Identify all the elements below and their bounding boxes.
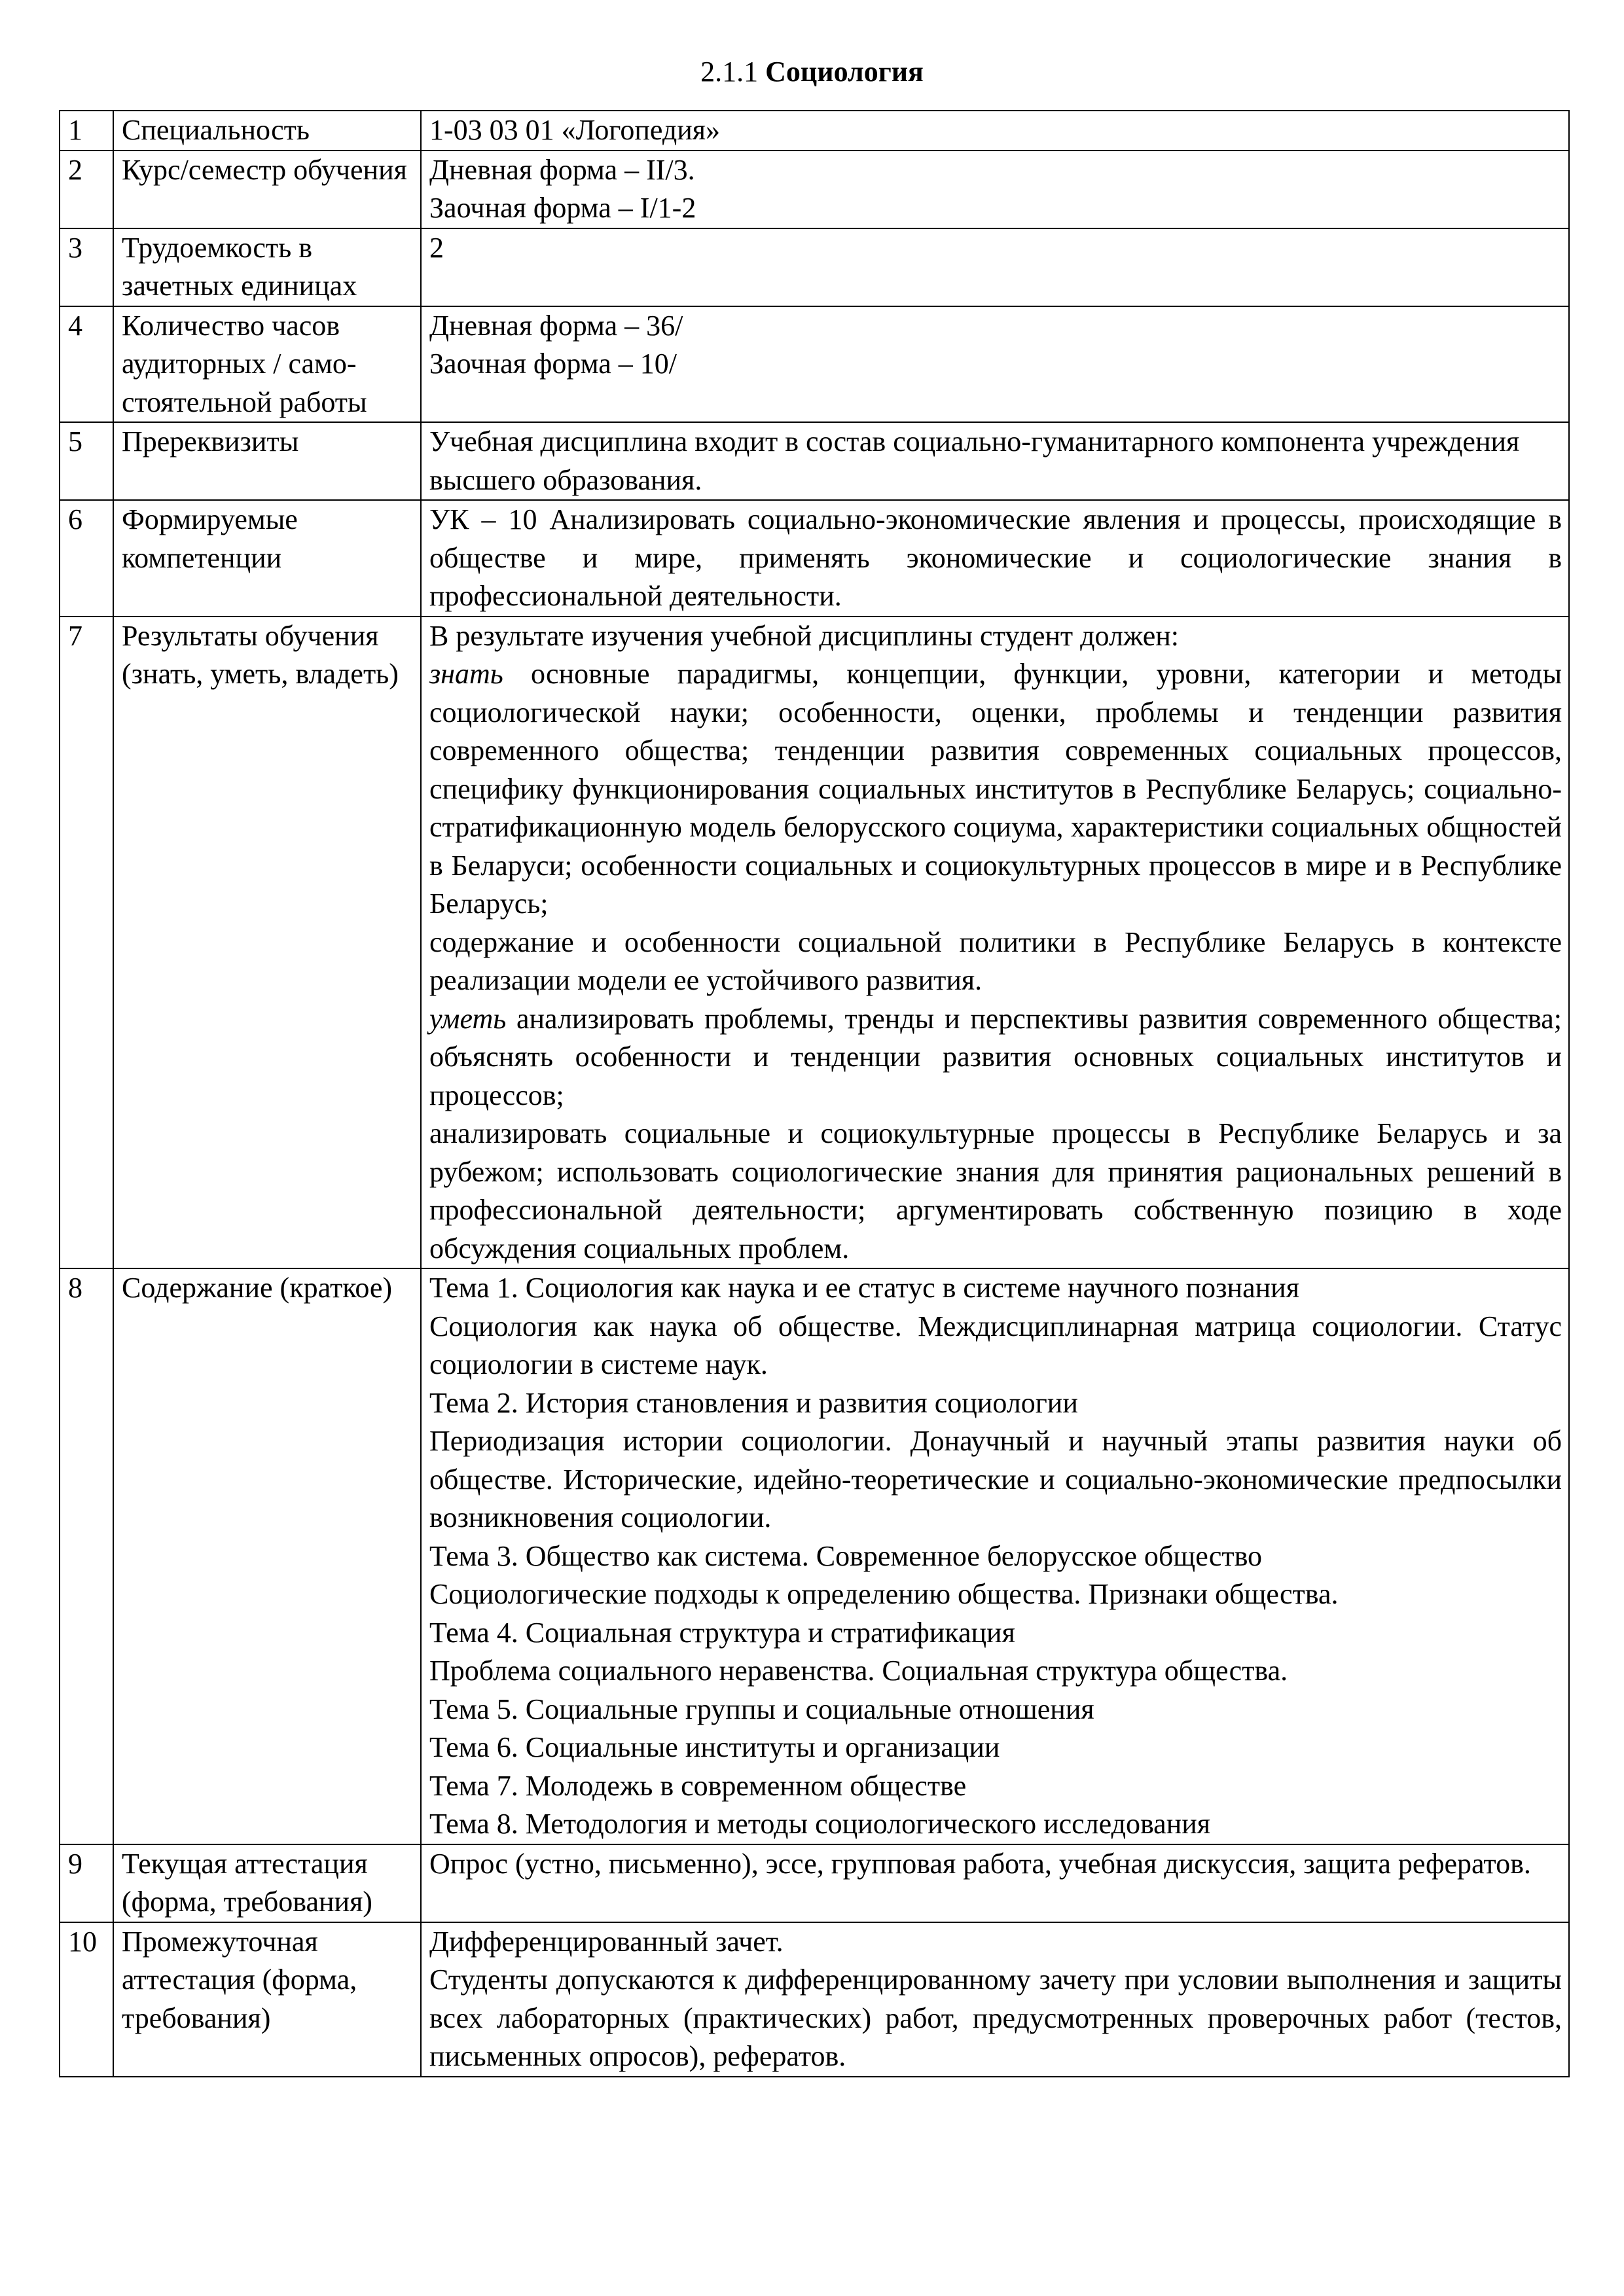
row-label: Содержание (краткое) (113, 1268, 421, 1844)
row-value (421, 617, 1569, 1269)
row-number: 5 (60, 422, 113, 500)
row-value (421, 151, 1569, 228)
value-line: Учебная дисциплина входит в состав социально-гуманитарного компонента учреждения высшего образования. (429, 425, 1520, 496)
row-number: 4 (60, 306, 113, 423)
table-row (60, 228, 1569, 306)
value-line: Заочная форма – I/1-2 (429, 192, 696, 224)
row-label: Курс/семестр обучения (113, 151, 421, 228)
topic-title: Тема 3. Общество как система. Современное белорусское общество (429, 1539, 1263, 1572)
table-row (60, 617, 1569, 1269)
row-label: Текущая аттестация (форма, требования) (113, 1844, 421, 1922)
topic-title: Тема 1. Социология как наука и ее статус в системе научного познания (429, 1272, 1299, 1304)
value-line: Заочная форма – 10/ (429, 348, 677, 380)
row-label: Пререквизиты (113, 422, 421, 500)
able-paragraph (429, 1000, 1562, 1115)
row-value (421, 1922, 1569, 2077)
page-title (0, 54, 1624, 90)
row-value (421, 1844, 1569, 1922)
row-number: 8 (60, 1268, 113, 1844)
row-label: Трудоемкость в зачетных единицах (113, 228, 421, 306)
topic-title: Тема 2. История становления и развития социологии (429, 1386, 1078, 1419)
table-row (60, 1268, 1569, 1844)
topic-description: Социология как наука об обществе. Междисциплинарная матрица социологии. Статус социологии в системе наук. (429, 1310, 1562, 1380)
topic-description: Проблема социального неравенства. Социальная структура общества. (429, 1655, 1288, 1687)
row-number: 7 (60, 617, 113, 1269)
row-number: 6 (60, 500, 113, 617)
table-row (60, 1844, 1569, 1922)
topic-title: Тема 4. Социальная структура и стратификация (429, 1616, 1015, 1649)
topic-title: Тема 6. Социальные институты и организации (429, 1731, 1000, 1763)
row-label: Количество часов аудиторных / само-стоятельной работы (113, 306, 421, 423)
topic-title: Тема 7. Молодежь в современном обществе (429, 1769, 967, 1802)
know-paragraph (429, 655, 1562, 924)
able-text-2: анализировать социальные и социокультурные процессы в Республике Беларусь и за рубежом; использовать социологические знания для принятия рациональных решений в профессиональной деятельности; аргументировать собственную позицию в ходе обсуждения социальных проблем. (429, 1117, 1562, 1265)
title-text: Социология (765, 56, 924, 88)
syllabus-table (59, 110, 1570, 2077)
row-number: 2 (60, 151, 113, 228)
value-line: 1-03 03 01 «Логопедия» (429, 114, 721, 146)
table-row (60, 151, 1569, 228)
know-term: знать (429, 658, 503, 690)
table-row (60, 422, 1569, 500)
row-value (421, 228, 1569, 306)
able-text: анализировать проблемы, тренды и перспективы развития современного общества; объяснять особенности и тенденции развития основных социальных институтов и процессов; (429, 1002, 1562, 1111)
topic-title: Тема 8. Методология и методы социологического исследования (429, 1808, 1211, 1840)
row-value (421, 1268, 1569, 1844)
row-value (421, 306, 1569, 423)
value-line: Студенты допускаются к дифференцированному зачету при условии выполнения и защиты всех лабораторных (практических) работ, предусмотренных проверочных работ (тестов, письменных опросов), рефератов. (429, 1964, 1562, 2072)
table-row (60, 500, 1569, 617)
know-text-2: содержание и особенности социальной политики в Республике Беларусь в контексте реализации модели ее устойчивого развития. (429, 925, 1562, 996)
know-text: основные парадигмы, концепции, функции, уровни, категории и методы социологической науки; особенности, оценки, проблемы и тенденции развития современного общества; тенденции развития современных социальных процессов, специфику функционирования социальных институтов в Республике Беларусь; социально-стратификационную модель белорусского социума, характеристики социальных общностей в Беларуси; особенности социальных и социокультурных процессов в мире и в Республике Беларусь; (429, 658, 1562, 920)
value-line: Дневная форма – 36/ (429, 309, 683, 342)
row-label: Формируемые компетенции (113, 500, 421, 617)
row-value (421, 500, 1569, 617)
row-label: Результаты обучения (знать, уметь, владеть) (113, 617, 421, 1269)
row-label: Промежуточная аттестация (форма, требования) (113, 1922, 421, 2077)
row-number: 9 (60, 1844, 113, 1922)
value-line: Дифференцированный зачет. (429, 1925, 784, 1958)
row-value (421, 111, 1569, 151)
row-number: 3 (60, 228, 113, 306)
row-label: Специальность (113, 111, 421, 151)
row-value (421, 422, 1569, 500)
value-line: Опрос (устно, письменно), эссе, групповая работа, учебная дискуссия, защита рефератов. (429, 1847, 1531, 1880)
value-line: УК – 10 Анализировать социально-экономические явления и процессы, происходящие в обществе и мире, применять экономические и социологические знания в профессиональной деятельности. (429, 503, 1562, 612)
row-number: 1 (60, 111, 113, 151)
table-row (60, 111, 1569, 151)
table-row (60, 306, 1569, 423)
value-line: 2 (429, 231, 444, 264)
topic-description: Социологические подходы к определению общества. Признаки общества. (429, 1578, 1339, 1610)
table-row (60, 1922, 1569, 2077)
value-line: Дневная форма – II/3. (429, 153, 695, 186)
able-term: уметь (429, 1002, 507, 1035)
topic-title: Тема 5. Социальные группы и социальные отношения (429, 1693, 1094, 1725)
topic-description: Периодизация истории социологии. Донаучный и научный этапы развития науки об обществе. Исторические, идейно-теоретические и социально-экономические предпосылки возникновения социологии. (429, 1425, 1562, 1534)
row-number: 10 (60, 1922, 113, 2077)
results-intro: В результате изучения учебной дисциплины студент должен: (429, 619, 1180, 652)
title-number: 2.1.1 (700, 56, 759, 88)
